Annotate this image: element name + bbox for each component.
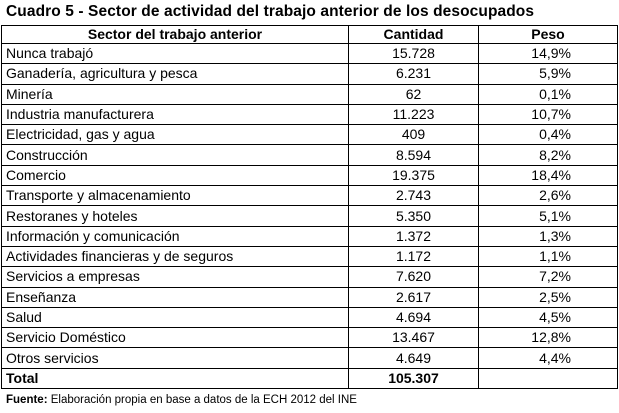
cell-cantidad: 5.350 — [349, 206, 479, 226]
table-row — [2, 145, 618, 165]
cell-sector: Salud — [2, 307, 349, 327]
cell-cantidad: 1.172 — [349, 246, 479, 266]
cell-cantidad: 11.223 — [349, 104, 479, 124]
cell-sector: Actividades financieras y de seguros — [2, 246, 349, 266]
cell-sector: Nunca trabajó — [2, 44, 349, 64]
header-cantidad: Cantidad — [349, 26, 479, 44]
cell-sector: Ganadería, agricultura y pesca — [2, 64, 349, 84]
table-row — [2, 246, 618, 266]
cell-cantidad: 7.620 — [349, 267, 479, 287]
cell-peso: 7,2% — [479, 267, 618, 287]
cell-sector: Restoranes y hoteles — [2, 206, 349, 226]
header-sector: Sector del trabajo anterior — [2, 26, 349, 44]
total-row — [2, 368, 618, 388]
cell-peso: 14,9% — [479, 44, 618, 64]
cell-sector: Transporte y almacenamiento — [2, 186, 349, 206]
table-row — [2, 186, 618, 206]
cell-peso: 1,3% — [479, 226, 618, 246]
cell-sector: Información y comunicación — [2, 226, 349, 246]
cell-sector: Enseñanza — [2, 287, 349, 307]
cell-cantidad: 4.694 — [349, 307, 479, 327]
cell-sector: Construcción — [2, 145, 349, 165]
table-row — [2, 328, 618, 348]
cell-cantidad: 62 — [349, 84, 479, 104]
header-peso: Peso — [479, 26, 618, 44]
cell-sector: Industria manufacturera — [2, 104, 349, 124]
table-title: Cuadro 5 - Sector de actividad del trabajo anterior de los desocupados — [6, 3, 535, 20]
table-row — [2, 125, 618, 145]
table-row — [2, 307, 618, 327]
cell-peso: 10,7% — [479, 104, 618, 124]
cell-cantidad: 1.372 — [349, 226, 479, 246]
cell-peso: 2,6% — [479, 186, 618, 206]
source-note — [6, 394, 357, 406]
cell-cantidad: 409 — [349, 125, 479, 145]
cell-sector: Servicios a empresas — [2, 267, 349, 287]
table-row — [2, 44, 618, 64]
cell-cantidad: 2.743 — [349, 186, 479, 206]
cell-cantidad: 6.231 — [349, 64, 479, 84]
cell-cantidad: 19.375 — [349, 165, 479, 185]
table-row — [2, 165, 618, 185]
table-row — [2, 348, 618, 368]
cell-peso: 4,5% — [479, 307, 618, 327]
source-label: Fuente: — [6, 394, 48, 406]
cell-sector: Otros servicios — [2, 348, 349, 368]
cell-cantidad: 15.728 — [349, 44, 479, 64]
table-row — [2, 287, 618, 307]
total-cantidad: 105.307 — [349, 368, 479, 388]
cell-cantidad: 2.617 — [349, 287, 479, 307]
cell-peso: 0,4% — [479, 125, 618, 145]
cell-sector: Minería — [2, 84, 349, 104]
data-table — [1, 25, 618, 389]
cell-peso: 5,1% — [479, 206, 618, 226]
cell-sector: Electricidad, gas y agua — [2, 125, 349, 145]
cell-peso: 0,1% — [479, 84, 618, 104]
cell-cantidad: 4.649 — [349, 348, 479, 368]
cell-cantidad: 8.594 — [349, 145, 479, 165]
table-row — [2, 267, 618, 287]
table-row — [2, 104, 618, 124]
table-row — [2, 64, 618, 84]
cell-peso: 1,1% — [479, 246, 618, 266]
cell-peso: 5,9% — [479, 64, 618, 84]
table-row — [2, 84, 618, 104]
cell-peso: 2,5% — [479, 287, 618, 307]
cell-cantidad: 13.467 — [349, 328, 479, 348]
table-row — [2, 206, 618, 226]
total-label: Total — [2, 368, 349, 388]
cell-sector: Comercio — [2, 165, 349, 185]
cell-peso: 8,2% — [479, 145, 618, 165]
source-text: Elaboración propia en base a datos de la ECH 2012 del INE — [50, 394, 357, 406]
cell-peso: 12,8% — [479, 328, 618, 348]
cell-sector: Servicio Doméstico — [2, 328, 349, 348]
total-peso — [479, 368, 618, 388]
cell-peso: 4,4% — [479, 348, 618, 368]
table-row — [2, 226, 618, 246]
table-header-row — [2, 26, 618, 44]
cell-peso: 18,4% — [479, 165, 618, 185]
